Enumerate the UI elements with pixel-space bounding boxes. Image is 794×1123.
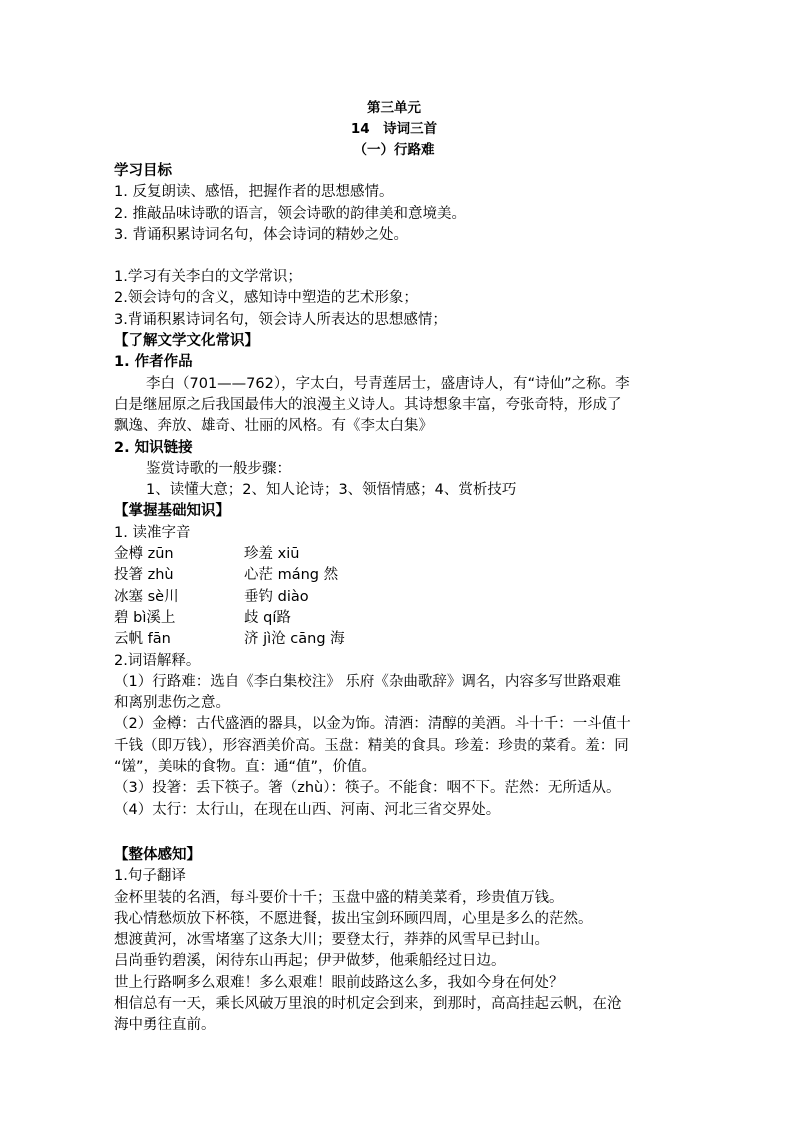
author-line: 白是继屈原之后我国最伟大的浪漫主义诗人。其诗想象丰富，夸张奇特，形成了	[114, 396, 622, 413]
word-row	[114, 608, 674, 629]
word-item: 垂钓 diào	[244, 588, 309, 605]
vocab-line: 和离别悲伤之意。	[114, 695, 230, 712]
translation-line: 想渡黄河，冰雪堵塞了这条大川；要登太行，莽莽的风雪早已封山。	[114, 932, 549, 949]
translation-line: 我心情愁烦放下杯筷，不愿进餐，拔出宝剑环顾四周，心里是多么的茫然。	[114, 910, 593, 927]
poem-title: （一）行路难	[353, 142, 435, 158]
basics-heading: 【掌握基础知识】	[114, 503, 230, 520]
overall-heading: 【整体感知】	[114, 846, 201, 863]
word-row	[114, 587, 674, 608]
lesson-title: 14 诗词三首	[350, 121, 438, 137]
author-line: 飘逸、奔放、雄奇、壮丽的风格。有《李太白集》	[114, 418, 433, 435]
vocab-heading: 2.词语解释。	[114, 652, 201, 669]
document-page	[114, 98, 674, 1037]
objective-item-2: 3.背诵积累诗词名句，领会诗人所表达的思想感情；	[114, 311, 447, 328]
translation-line: 吕尚垂钓碧溪，闲待东山再起；伊尹做梦，他乘船经过日边。	[114, 953, 506, 970]
word-item: 珍羞 xiū	[244, 546, 300, 563]
objective-item-2: 2.领会诗句的含义，感知诗中塑造的艺术形象；	[114, 290, 418, 307]
vocab-line: 千钱（即万钱），形容酒美价高。玉盘：精美的食具。珍羞：珍贵的菜肴。羞：同	[114, 737, 629, 754]
objective-item-2: 1.学习有关李白的文学常识；	[114, 269, 302, 286]
vocab-line: （1）行路难：选自《李白集校注》 乐府《杂曲歌辞》调名，内容多写世路艰难	[114, 673, 621, 690]
objectives-heading: 学习目标	[114, 163, 172, 179]
word-item: 云帆 fān	[114, 631, 171, 648]
vocab-line: （3）投箸：丢下筷子。箸（zhù）：筷子。不能食：咽不下。茫然：无所适从。	[114, 780, 621, 797]
translation-line: 世上行路啊多么艰难！多么艰难！眼前歧路这么多，我如今身在何处？	[114, 974, 564, 991]
vocab-line: （4）太行：太行山，在现在山西、河南、河北三省交界处。	[114, 801, 501, 818]
word-item: 冰塞 sè川	[114, 588, 179, 605]
vocab-line: “馐”，美味的食物。直：通“值”，价值。	[114, 759, 377, 776]
translation-line: 金杯里装的名酒，每斗要价十千；玉盘中盛的精美菜肴，珍贵值万钱。	[114, 889, 564, 906]
translation-heading: 1.句子翻译	[114, 868, 186, 885]
translation-line: 相信总有一天，乘长风破万里浪的时机定会到来，到那时，高高挂起云帆，在沧	[114, 995, 622, 1012]
word-row	[114, 565, 674, 586]
translation-line: 海中勇往直前。	[114, 1017, 216, 1034]
word-item: 金樽 zūn	[114, 546, 174, 563]
word-row	[114, 544, 674, 565]
culture-heading: 【了解文学文化常识】	[114, 333, 259, 350]
link-heading: 2. 知识链接	[114, 439, 193, 456]
objective-item: 3. 背诵积累诗词名句，体会诗词的精妙之处。	[114, 226, 408, 243]
author-heading: 1. 作者作品	[114, 354, 193, 371]
word-item: 投箸 zhù	[114, 567, 174, 584]
vocab-line: （2）金樽：古代盛酒的器具，以金为饰。清酒：清醇的美酒。斗十千：一斗值十	[114, 716, 631, 733]
link-line: 鉴赏诗歌的一般步骤：	[146, 460, 291, 477]
objective-item: 2. 推敲品味诗歌的语言，领会诗歌的韵律美和意境美。	[114, 205, 466, 222]
author-line: 李白（701——762），字太白，号青莲居士，盛唐诗人，有“诗仙”之称。李	[146, 375, 630, 392]
word-item: 碧 bì溪上	[114, 609, 176, 626]
pron-heading: 1. 读准字音	[114, 524, 191, 541]
word-item: 济 jì沧 cāng 海	[244, 631, 345, 648]
objective-item: 1. 反复朗读、感悟，把握作者的思想感情。	[114, 184, 394, 201]
unit-title: 第三单元	[367, 100, 421, 116]
word-row	[114, 629, 674, 650]
word-item: 心茫 máng 然	[244, 567, 339, 584]
word-item: 歧 qí路	[244, 609, 291, 626]
link-line: 1、读懂大意；2、知人论诗；3、领悟情感；4、赏析技巧	[146, 482, 517, 499]
